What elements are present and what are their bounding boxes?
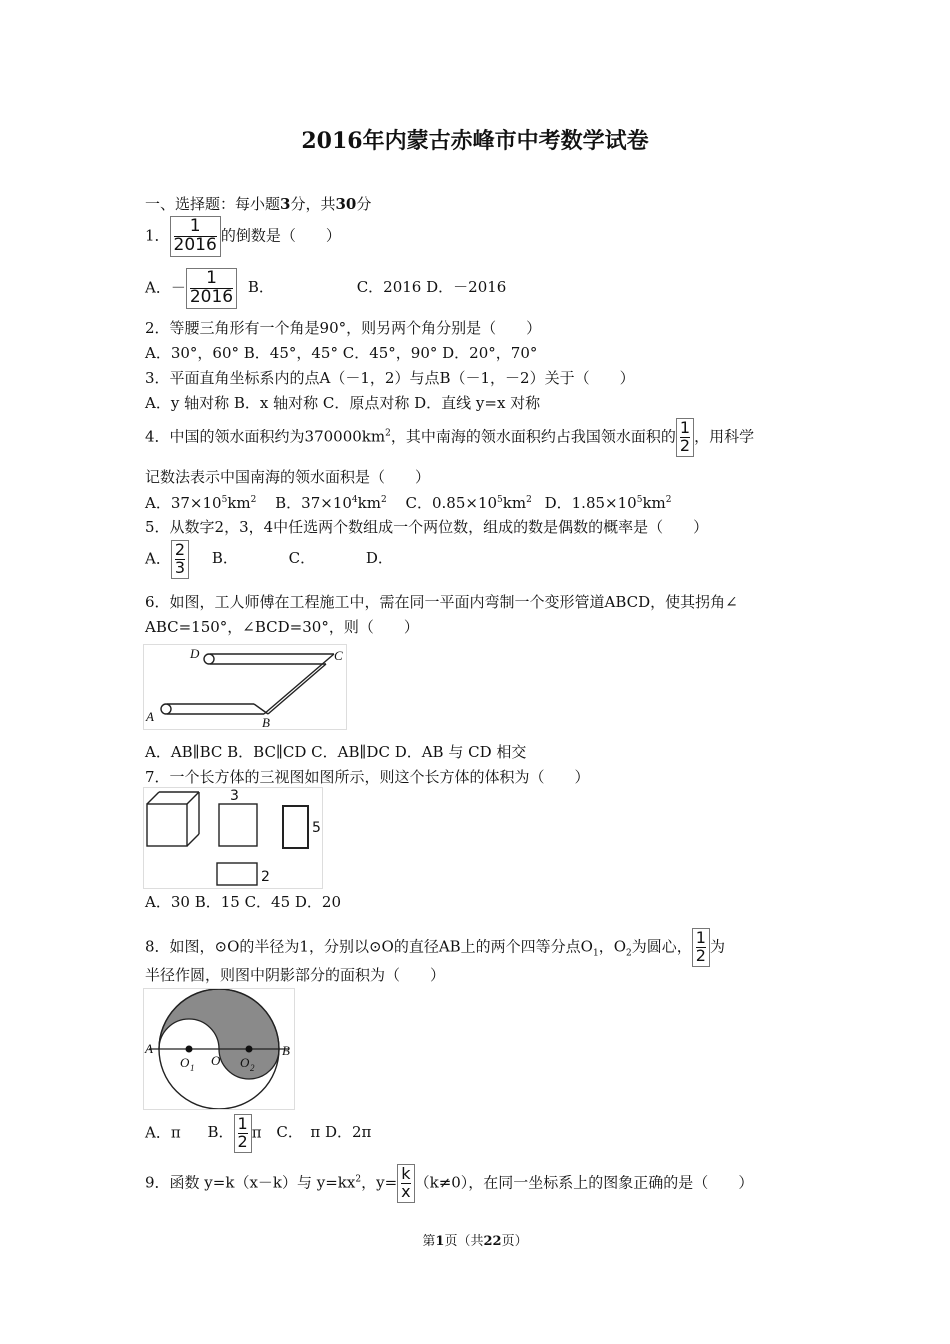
fraction: $\frac{1}{2016}$ [170, 216, 221, 257]
question-5-stem: 5．从数字2，3，4中任选两个数组成一个两位数，组成的数是偶数的概率是（ ） [145, 518, 709, 536]
question-8-stem: 8．如图，⊙O的半径为1，分别以⊙O的直径AB上的两个四等分点$O_1$，$O_2$为圆心， $\frac{1}{2}$ 为 [145, 928, 725, 965]
question-5-options: A． $\frac{2}{3}$ B． C． D． [145, 540, 393, 577]
label-a: A [145, 1041, 153, 1056]
question-9-stem: 9．函数 y=k（x－k）与 $y=kx^2$，y= $\frac{k}{x}$ （k≠0），在同一坐标系上的图象正确的是（ ） [145, 1164, 754, 1201]
fraction: $\frac{k}{x}$ [397, 1164, 414, 1203]
label-d: D [190, 646, 200, 661]
label-depth: 2 [261, 869, 270, 885]
fraction: $\frac{1}{2}$ [676, 418, 694, 457]
label-b: B [262, 715, 270, 730]
question-4-stem: 4．中国的领水面积约为$370000km^2$，其中南海的领水面积约占我国领水面积的 $\frac{1}{2}$ ，用科学 [145, 418, 755, 455]
label-a: A [146, 709, 154, 724]
question-4-stem-line2: 记数法表示中国南海的领水面积是（ ） [145, 468, 431, 486]
label-o: O [211, 1053, 221, 1068]
question-8-stem-line2: 半径作圆，则图中阴影部分的面积为（ ） [145, 966, 446, 984]
fraction: $\frac{1}{2016}$ [186, 268, 237, 309]
label-o1: O [180, 1055, 190, 1070]
label-width: 3 [230, 788, 239, 804]
label-o2-sub: 2 [250, 1063, 255, 1073]
question-3-stem: 3．平面直角坐标系内的点A（－1，2）与点B（－1，－2）关于（ ） [145, 369, 635, 387]
fraction: $\frac{1}{2}$ [692, 928, 710, 967]
question-6-options: A．AB∥BC B．BC∥CD C．AB∥DC D．AB 与 CD 相交 [145, 743, 527, 761]
page-title: 2016年内蒙古赤峰市中考数学试卷 [301, 128, 649, 154]
section-header: 一、选择题：每小题3分，共30分 [145, 195, 372, 213]
label-height: 5 [312, 820, 321, 836]
question-8-options: A．π B． $\frac{1}{2}$ π C． π D．2π [145, 1114, 372, 1151]
question-3-options: A．y 轴对称 B．x 轴对称 C．原点对称 D．直线 y=x 对称 [145, 394, 541, 412]
question-7-options: A．30 B．15 C．45 D．20 [145, 893, 342, 911]
three-view-figure [143, 787, 323, 889]
page-footer: 第1页（共22页） [422, 1234, 528, 1249]
fraction: $\frac{2}{3}$ [171, 540, 189, 579]
question-7-stem: 7．一个长方体的三视图如图所示，则这个长方体的体积为（ ） [145, 768, 590, 786]
question-6-stem-line1: 6．如图，工人师傅在工程施工中，需在同一平面内弯制一个变形管道ABCD，使其拐角∠ [145, 593, 738, 611]
label-o1-sub: 1 [190, 1063, 195, 1073]
circle-figure [143, 988, 295, 1110]
question-4-options: A．$37\times 10^5km^2$ B．$37\times 10^4km^2$ C．$0.85\times 10^5km^2$ D．$1.85\times 10^5km^2$ [145, 494, 672, 512]
question-6-stem-line2: ABC=150°，∠BCD=30°，则（ ） [145, 618, 419, 636]
question-2-options: A．30°，60° B．45°，45° C．45°，90° D．20°，70° [145, 344, 538, 362]
question-2-stem: 2．等腰三角形有一个角是90°，则另两个角分别是（ ） [145, 319, 542, 337]
label-o2: O [240, 1055, 250, 1070]
question-1-stem: 1． $\frac{1}{2016}$ 的倒数是（ ） [145, 216, 341, 255]
fraction: $\frac{1}{2}$ [234, 1114, 252, 1153]
label-b: B [282, 1043, 290, 1058]
label-c: C [334, 648, 343, 663]
question-1-options: A．－ $\frac{1}{2016}$ B． C．2016 D．－2016 [145, 268, 507, 307]
pipe-figure [143, 644, 347, 730]
